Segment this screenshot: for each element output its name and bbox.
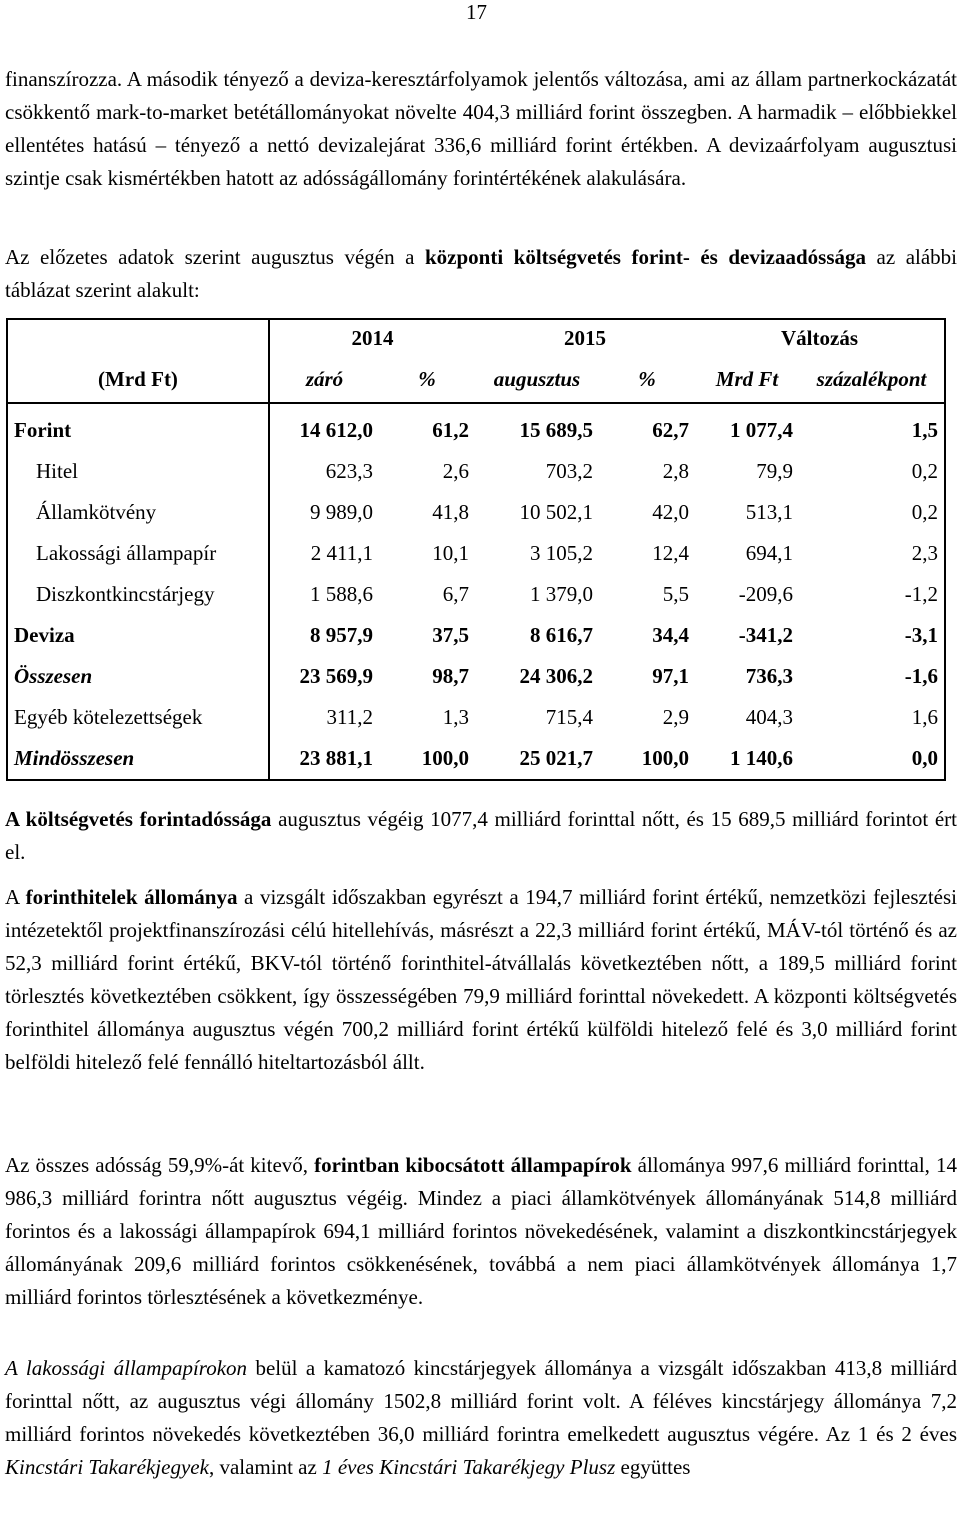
table-row (7, 615, 945, 656)
cell: -209,6 (738, 582, 793, 606)
cell: 8 957,9 (310, 623, 373, 647)
cell: 2,8 (662, 459, 689, 483)
cell: 25 021,7 (475, 738, 599, 780)
header-augusztus: augusztus (475, 356, 599, 403)
cell: 1,5 (911, 418, 938, 442)
header-mrd-ft: Mrd Ft (695, 356, 799, 403)
intro-paragraph-2 (5, 241, 957, 307)
paragraph-text: a vizsgált időszakban egyrészt a 194,7 milliárd forint értékű, nemzetközi fejlesztési intézetektől projektfinanszírozási célú hitellehívás, másrészt a 22,3 milliárd forint értékű, MÁV-tól történő és az 52,3 milliárd forint értékű, BKV-tól történő forinthitel-átvállalás következtében nőtt, a 189,5 milliárd forint törlesztés következtében csökkent, így összességében 79,9 milliárd forinttal növekedett. A központi költségvetés forinthitel állománya augusztus végén 700,2 milliárd forint értékű külföldi hitelező felé és 3,0 milliárd forint belföldi hitelező felé fennálló hiteltartozásból állt. (5, 885, 957, 1074)
cell: 79,9 (756, 459, 793, 483)
italic-term: A lakossági állampapírokon (5, 1356, 248, 1380)
cell: -1,6 (904, 664, 938, 688)
row-label: Összesen (7, 656, 269, 697)
header-pct-2014: % (379, 356, 475, 403)
cell: 5,5 (662, 582, 689, 606)
table-header-columns (7, 356, 945, 403)
cell: 42,0 (652, 500, 689, 524)
cell: 1 077,4 (730, 418, 793, 442)
bold-term: forintban kibocsátott állampapírok (314, 1153, 632, 1177)
cell: 1 588,6 (310, 582, 373, 606)
header-year-2015: 2015 (475, 319, 695, 356)
italic-term: Kincstári Takarékjegyek (5, 1455, 209, 1479)
cell: 41,8 (432, 500, 469, 524)
cell: 404,3 (745, 705, 793, 729)
row-label: Lakossági állampapír (7, 533, 269, 574)
cell: 15 689,5 (519, 418, 593, 442)
cell: 23 881,1 (269, 738, 379, 780)
row-label: Deviza (7, 615, 269, 656)
paragraph-text: , valamint az (208, 1455, 323, 1479)
italic-term: 1 éves Kincstári Takarékjegy Plusz (322, 1455, 616, 1479)
table-row (7, 492, 945, 533)
cell: 61,2 (432, 418, 469, 442)
paragraph-text: állománya 997,6 milliárd forinttal, 14 986,3 milliárd forintra nőtt augusztus végéig. Mindez a piaci államkötvények állományának 514,8 milliárd forintos és a lakossági állampapírok 694,1 milliárd forintos növekedésének, valamint a diszkontkincstárjegyek állományának 209,6 milliárd forintos csökkenésének, továbbá a nem piaci államkötvények állománya 1,7 milliárd forintos törlesztésének a következménye. (5, 1153, 957, 1309)
cell: 703,2 (545, 459, 593, 483)
cell: 6,7 (442, 582, 469, 606)
intro-text: finanszírozza. A második tényező a deviza-keresztárfolyamok jelentős változása, ami az állam partnerkockázatát csökkentő mark-to-market betétállományokat növelte 404,3 milliárd forint összegben. A harmadik – előbbiekkel ellentétes hatású – tényező a nettó devizalejárat 336,6 milliárd forint értékben. A devizaárfolyam augusztusi szintje csak kismértékben hatott az adósságállomány forintértékének alakulására. (5, 67, 957, 190)
header-zaro: záró (269, 356, 379, 403)
row-label: Mindösszesen (7, 738, 269, 780)
page-number: 17 (466, 0, 487, 24)
bold-term: A költségvetés forintadóssága (5, 807, 272, 831)
forint-loans-paragraph (5, 881, 957, 1079)
forint-debt-paragraph (5, 803, 957, 869)
paragraph-text: augusztus végéig 1077,4 milliárd forinttal nőtt, és 15 689,5 milliárd forintot ért el. (5, 807, 957, 864)
cell: 736,3 (745, 664, 793, 688)
cell: 2 411,1 (310, 541, 373, 565)
table-row (7, 656, 945, 697)
cell: 311,2 (326, 705, 373, 729)
row-label: Diszkontkincstárjegy (7, 574, 269, 615)
cell: 3 105,2 (530, 541, 593, 565)
row-label: Forint (7, 403, 269, 451)
cell: -1,2 (904, 582, 938, 606)
cell: 34,4 (652, 623, 689, 647)
table-row (7, 697, 945, 738)
cell: 12,4 (652, 541, 689, 565)
table-row (7, 738, 945, 780)
header-unit: (Mrd Ft) (7, 356, 269, 403)
paragraph-text: együttes (615, 1455, 691, 1479)
cell: 715,4 (545, 705, 593, 729)
cell: 2,3 (911, 541, 938, 565)
retail-securities-paragraph (5, 1352, 957, 1484)
header-change: Változás (695, 319, 945, 356)
header-empty (7, 319, 269, 356)
cell: 10 502,1 (519, 500, 593, 524)
cell: -3,1 (904, 623, 938, 647)
paragraph-text: Az összes adósság 59,9%-át kitevő, (5, 1153, 315, 1177)
cell: 97,1 (652, 664, 689, 688)
bold-term: forinthitelek állománya (25, 885, 238, 909)
cell: 98,7 (432, 664, 469, 688)
cell: 10,1 (432, 541, 469, 565)
row-label: Államkötvény (7, 492, 269, 533)
row-label: Hitel (7, 451, 269, 492)
debt-table (6, 318, 946, 781)
cell: 694,1 (745, 541, 793, 565)
header-pct-2015: % (599, 356, 695, 403)
header-year-2014: 2014 (269, 319, 475, 356)
cell: 623,3 (325, 459, 373, 483)
cell: 100,0 (599, 738, 695, 780)
intro-text: az alábbi táblázat szerint alakult: (5, 245, 957, 302)
cell: 14 612,0 (299, 418, 373, 442)
cell: 2,6 (442, 459, 469, 483)
cell: 1,6 (911, 705, 938, 729)
intro-paragraph-1 (5, 63, 957, 195)
cell: 0,2 (911, 459, 938, 483)
cell: 24 306,2 (519, 664, 593, 688)
cell: 513,1 (745, 500, 793, 524)
header-szazalekpont: százalékpont (799, 356, 945, 403)
paragraph-text: A (5, 885, 26, 909)
cell: -341,2 (738, 623, 793, 647)
cell: 0,2 (911, 500, 938, 524)
securities-paragraph (5, 1149, 957, 1314)
cell: 8 616,7 (530, 623, 593, 647)
row-label: Egyéb kötelezettségek (7, 697, 269, 738)
table-row (7, 451, 945, 492)
table-row (7, 403, 945, 451)
cell: 62,7 (652, 418, 689, 442)
cell: 0,0 (799, 738, 945, 780)
intro-bold-term: központi költségvetés forint- és devizaadóssága (424, 245, 867, 269)
cell: 2,9 (662, 705, 689, 729)
intro-text: Az előzetes adatok szerint augusztus végén a (5, 245, 425, 269)
cell: 23 569,9 (299, 664, 373, 688)
table-row (7, 533, 945, 574)
cell: 37,5 (432, 623, 469, 647)
cell: 1 140,6 (695, 738, 799, 780)
cell: 100,0 (379, 738, 475, 780)
table-row (7, 574, 945, 615)
paragraph-text: belül a kamatozó kincstárjegyek állománya a vizsgált időszakban 413,8 milliárd forinttal nőtt, az augusztus végi állomány 1502,8 milliárd forint volt. A féléves kincstárjegy állománya 7,2 milliárd forintos növekedés következtében 36,0 milliárd forintra emelkedett augusztus végére. Az 1 és 2 éves (5, 1356, 957, 1446)
cell: 1 379,0 (530, 582, 593, 606)
cell: 1,3 (442, 705, 469, 729)
cell: 9 989,0 (310, 500, 373, 524)
table-header-years (7, 319, 945, 356)
